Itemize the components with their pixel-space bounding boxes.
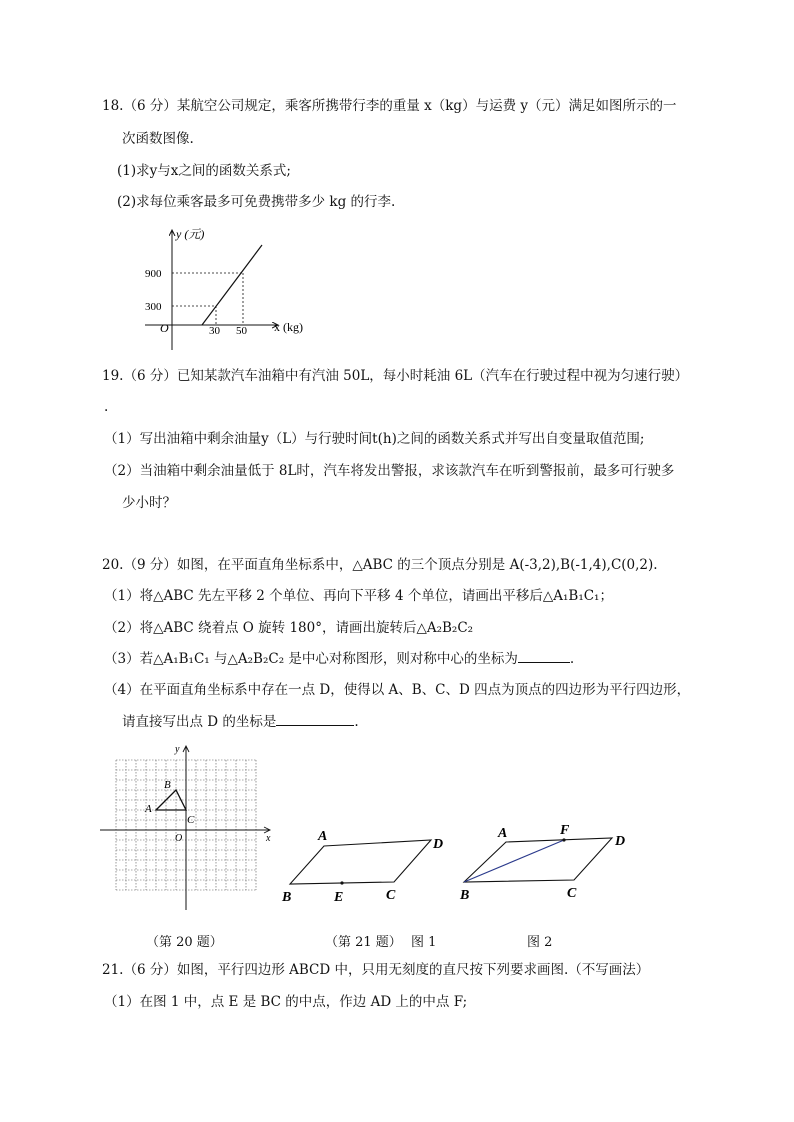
q18-part-1: (1)求y与x之间的函数关系式; (117, 163, 291, 179)
fig1-label-d: D (433, 837, 444, 852)
q20-part-3 (104, 650, 574, 668)
q21-figure-2 (456, 818, 642, 910)
fig2-label-b: B (460, 888, 470, 903)
q20-part-4-cont (122, 713, 359, 731)
q20-part-2: （2）将△ABC 绕着点 O 旋转 180°，请画出旋转后△A₂B₂C₂ (104, 620, 474, 636)
q18-line-1: 18.（6 分）某航空公司规定，乘客所携带行李的重量 x（kg）与运费 y（元）满足如图所示的一 (102, 98, 677, 114)
fig2-label-c: C (567, 886, 577, 901)
q19-part-1: （1）写出油箱中剩余油量y（L）与行驶时间t(h)之间的函数关系式并写出自变量取值范围; (104, 431, 645, 447)
q18-x-label: x (kg) (274, 320, 303, 334)
q18-function-line (202, 245, 262, 325)
q19-part-2-cont: 少小时？ (122, 495, 176, 511)
q20-line-1: 20.（9 分）如图，在平面直角坐标系中，△ABC 的三个顶点分别是 A(-3,2),B(-1,4),C(0,2). (102, 557, 658, 573)
q20-part-1: （1）将△ABC 先左平移 2 个单位、再向下平移 4 个单位，请画出平移后△A₁B₁C₁； (104, 588, 613, 604)
grid-origin: O (175, 833, 183, 844)
point-e (340, 881, 343, 884)
fig2-label-f: F (560, 823, 570, 838)
segment-bf (464, 840, 564, 882)
q19-line-2: . (104, 399, 109, 415)
caption-figure-1: 图 1 (411, 935, 437, 950)
q21-part-1: （1）在图 1 中，点 E 是 BC 的中点，作边 AD 上的中点 F; (104, 994, 468, 1010)
caption-q21: （第 21 题） (325, 935, 402, 950)
q18-y-label: y (元) (176, 227, 205, 241)
parallelogram-abcd-fig2 (464, 838, 612, 882)
caption-q20: （第 20 题） (146, 935, 223, 950)
q18-y-tick-900: 900 (145, 268, 162, 280)
q18-line-2: 次函数图像. (122, 131, 194, 147)
fig1-label-a: A (318, 829, 328, 844)
q20-part-3-text: （3）若△A₁B₁C₁ 与△A₂B₂C₂ 是中心对称图形，则对称中心的坐标为 (104, 651, 518, 667)
q20-part-3-blank[interactable] (518, 650, 570, 663)
fig1-label-e: E (334, 890, 344, 905)
q20-part-4: （4）在平面直角坐标系中存在一点 D，使得以 A、B、C、D 四点为顶点的四边形为平行四边形， (104, 682, 691, 698)
point-f (562, 838, 565, 841)
q20-part-4-blank[interactable] (276, 713, 354, 726)
q18-graph (140, 222, 320, 357)
fig2-label-d: D (615, 834, 626, 849)
parallelogram-abcd-fig1 (290, 840, 431, 884)
q20-part-4-end: . (354, 714, 359, 730)
fig1-label-b: B (282, 890, 292, 905)
q20-coordinate-grid (98, 742, 276, 912)
fig1-label-c: C (386, 888, 396, 903)
q18-origin: O (160, 321, 169, 335)
q21-figure-1 (276, 820, 456, 910)
q20-part-4-text: 请直接写出点 D 的坐标是 (122, 714, 277, 730)
q21-line-1: 21.（6 分）如图，平行四边形 ABCD 中，只用无刻度的直尺按下列要求画图.（不写画法） (102, 962, 650, 978)
grid-label-c: C (187, 814, 195, 826)
q19-line-1: 19.（6 分）已知某款汽车油箱中有汽油 50L，每小时耗油 6L（汽车在行驶过程中视为匀速行驶） (102, 368, 689, 384)
q18-x-tick-50: 50 (236, 325, 247, 337)
grid-x-label: x (266, 833, 271, 844)
fig2-label-a: A (498, 826, 508, 841)
grid-label-b: B (164, 779, 171, 791)
q20-part-3-end: . (569, 651, 575, 667)
grid-label-a: A (145, 803, 152, 815)
q18-x-tick-30: 30 (209, 325, 220, 337)
caption-figure-2: 图 2 (527, 935, 553, 950)
q18-y-tick-300: 300 (145, 301, 162, 313)
grid-y-label: y (175, 744, 180, 755)
q19-part-2: （2）当油箱中剩余油量低于 8L时，汽车将发出警报，求该款汽车在听到警报前，最多可行驶多 (104, 463, 675, 479)
q18-part-2: (2)求每位乘客最多可免费携带多少 kg 的行李. (117, 194, 396, 210)
